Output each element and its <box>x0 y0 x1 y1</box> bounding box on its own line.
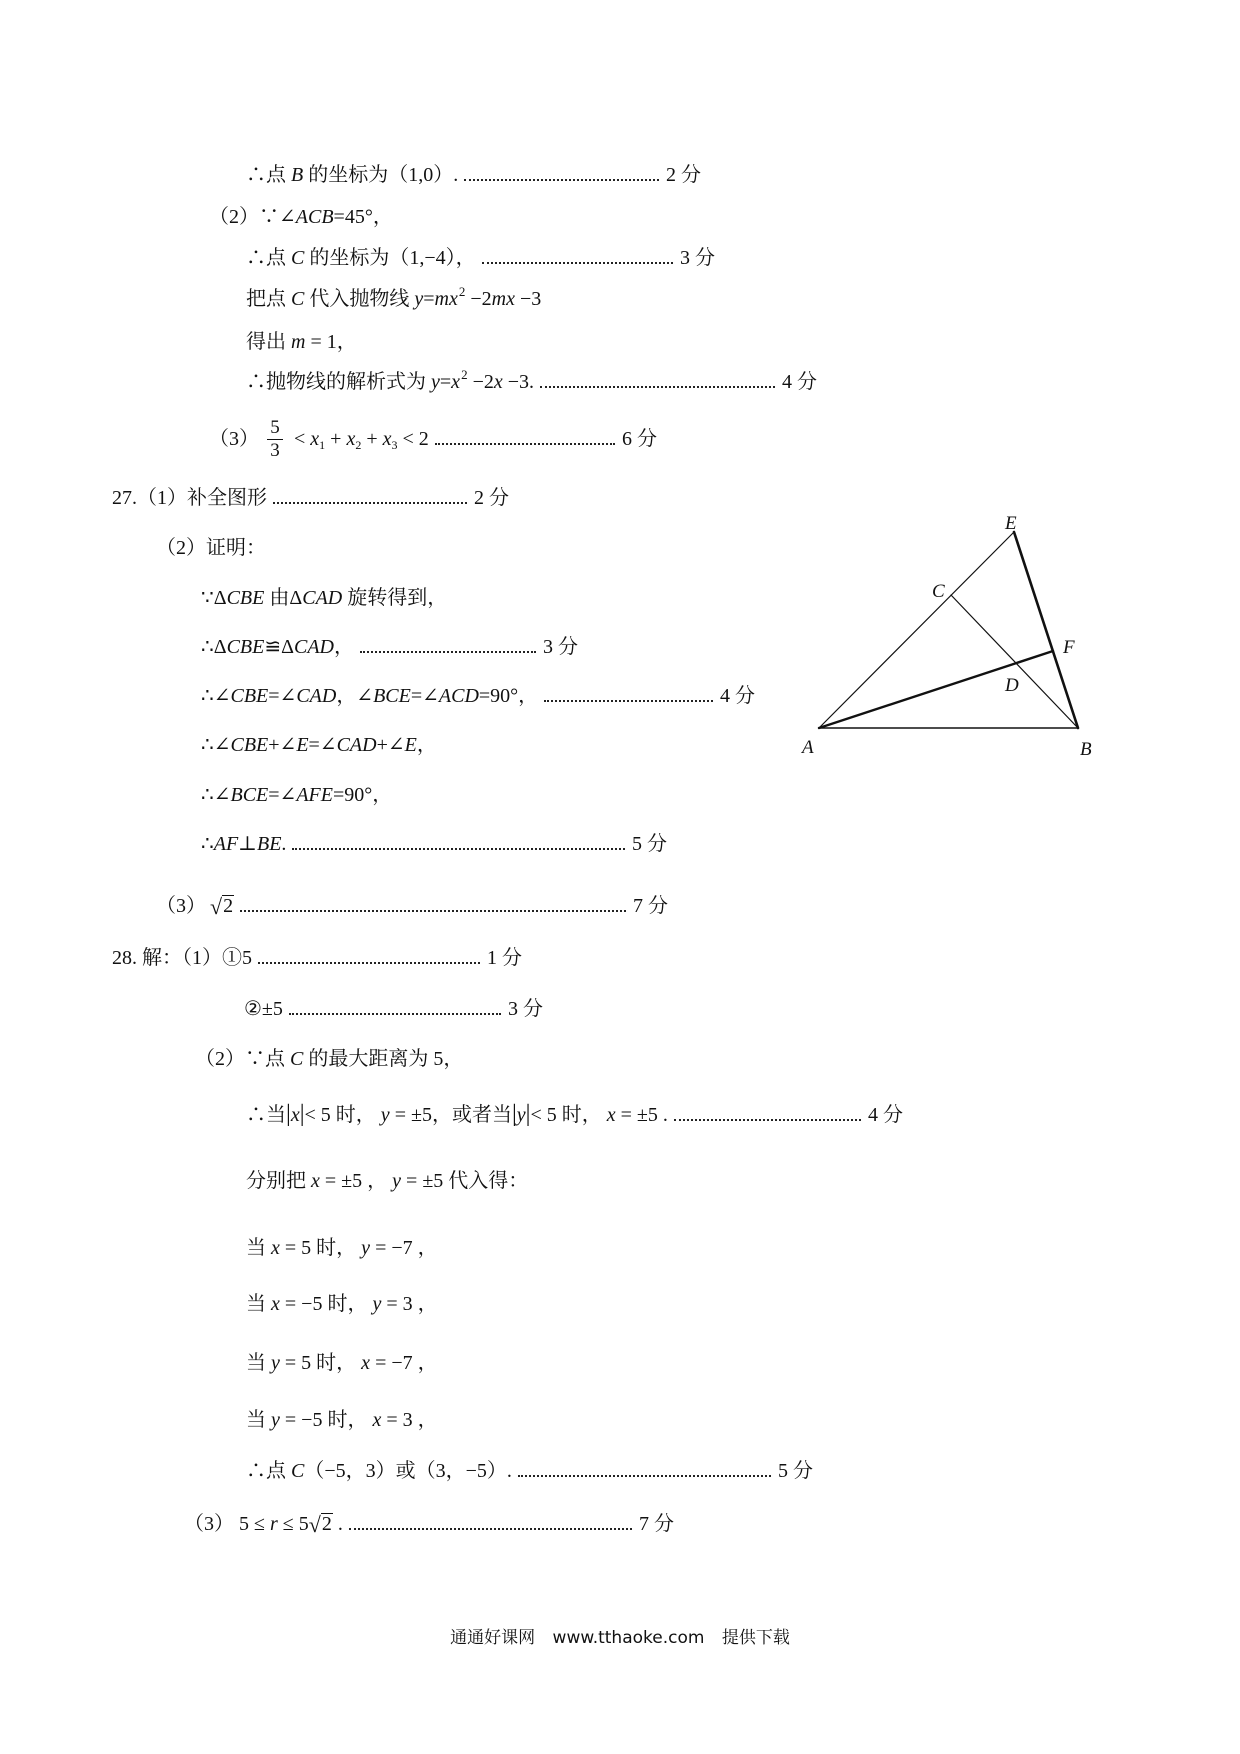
parabola-expression-line <box>246 367 817 394</box>
math-variable: B <box>291 164 304 186</box>
math-variable: x <box>451 371 461 393</box>
exponent: 2 <box>458 284 466 299</box>
point-label-a: A <box>802 737 814 758</box>
statement-text: （2）证明： <box>156 537 266 559</box>
radicand: 2 <box>321 1513 332 1535</box>
statement-text: =90°， <box>478 685 539 707</box>
statement-text: 分别把 <box>246 1170 311 1192</box>
math-variable: x <box>271 1237 280 1259</box>
statement-text: + <box>325 428 347 450</box>
square-root <box>309 1511 333 1535</box>
statement-text: （3） <box>184 1513 239 1535</box>
statement-text: 旋转得到， <box>342 587 448 609</box>
math-variable: m <box>291 331 306 353</box>
case-line-x-5 <box>246 1236 438 1260</box>
math-variable: y <box>271 1409 280 1431</box>
q28-part1-first-line <box>112 946 522 970</box>
dot-leader <box>258 962 480 964</box>
absolute-value-bar: | <box>525 1101 531 1127</box>
square-root <box>210 893 234 917</box>
math-variable: C <box>291 288 305 310</box>
statement-text: . <box>332 1513 343 1535</box>
substitution-intro-line <box>246 1169 528 1193</box>
score-label: 3 分 <box>680 247 715 269</box>
statement-text: =∠ <box>268 784 297 806</box>
math-variable: CBE <box>226 636 265 658</box>
statement-text: 5 ≤ <box>239 1513 270 1535</box>
point-c-coordinate-line <box>246 246 715 270</box>
score-label: 5 分 <box>778 1460 813 1482</box>
q27-part1-line <box>112 486 509 510</box>
math-variable: E <box>404 734 417 756</box>
radical-sign: √ <box>308 1512 321 1537</box>
exponent: 2 <box>461 367 468 382</box>
dot-leader <box>289 1013 501 1015</box>
math-variable: x <box>361 1352 371 1374</box>
dot-leader <box>464 179 659 181</box>
statement-text: + <box>361 428 383 450</box>
statement-text: = ±5，或者当 <box>389 1104 512 1126</box>
statement-text: = <box>439 371 452 393</box>
angle-equality-line <box>201 684 755 708</box>
math-variable: CBE <box>226 587 265 609</box>
math-variable: BCE <box>230 784 269 806</box>
footer-credit <box>0 1623 1240 1648</box>
case-line-x-minus-5 <box>246 1292 438 1316</box>
point-label-f: F <box>1063 637 1075 658</box>
absolute-value-bar: | <box>286 1101 291 1127</box>
statement-text: =∠ <box>308 734 337 756</box>
math-variable: AF <box>213 833 239 855</box>
statement-text: = <box>423 288 435 310</box>
dot-leader <box>482 262 673 264</box>
score-label: 3 分 <box>508 998 543 1020</box>
statement-text: ∴Δ <box>201 636 227 658</box>
right-angle-line <box>201 783 392 807</box>
math-variable: CBE <box>230 685 269 707</box>
math-variable: CAD <box>302 587 343 609</box>
math-variable: CBE <box>230 734 269 756</box>
case-line-y-5 <box>246 1351 438 1375</box>
statement-text: = 3 ， <box>381 1409 438 1431</box>
statement-text: ∴点 <box>246 247 291 269</box>
dot-leader <box>544 700 713 702</box>
segment-cb <box>951 595 1078 728</box>
statement-text: ∴点 <box>246 164 291 186</box>
math-variable: x <box>493 371 503 393</box>
statement-text: 当 <box>246 1293 271 1315</box>
score-label: 2 分 <box>474 487 509 509</box>
statement-text: ②±5 <box>244 998 283 1020</box>
angle-sum-line <box>201 733 437 757</box>
statement-text: 的坐标为（1,−4）， <box>304 247 476 269</box>
math-variable: E <box>296 734 309 756</box>
statement-text: =∠ <box>268 685 297 707</box>
statement-text: 当 <box>246 1237 271 1259</box>
dot-leader <box>518 1475 771 1477</box>
statement-text: 当 <box>246 1352 271 1374</box>
absolute-value-bar: | <box>299 1101 305 1127</box>
math-variable: x <box>606 1104 616 1126</box>
point-b-coordinate-line <box>246 163 701 187</box>
statement-text: ∴ <box>201 833 214 855</box>
statement-text: 当 <box>246 1409 271 1431</box>
solve-m-line <box>246 330 357 354</box>
statement-text: +∠ <box>376 734 405 756</box>
statement-text: ∴抛物线的解析式为 <box>246 371 431 393</box>
statement-text: （2）∵∠ <box>209 206 296 228</box>
statement-text: ∴当 <box>246 1104 286 1126</box>
score-label: 4 分 <box>782 371 817 393</box>
statement-text: = 5 时， <box>279 1237 362 1259</box>
statement-text: ⊥ <box>238 833 257 855</box>
statement-text: （−5，3）或（3，−5）. <box>304 1460 512 1482</box>
math-variable: CAD <box>296 685 337 707</box>
statement-text: ，∠ <box>336 685 374 707</box>
dot-leader <box>435 443 615 445</box>
score-label: 7 分 <box>633 895 668 917</box>
math-variable: y <box>414 288 424 310</box>
math-variable: y <box>516 1104 526 1126</box>
statement-text: =45°， <box>333 206 393 228</box>
math-variable: mx <box>434 288 458 310</box>
congruence-line <box>201 635 578 659</box>
statement-text: 27.（1）补全图形 <box>112 487 267 509</box>
math-variable: x <box>372 1409 382 1431</box>
statement-text: 得出 <box>246 331 291 353</box>
math-variable: x <box>346 428 356 450</box>
statement-text: 28. 解：（1）①5 <box>112 947 252 969</box>
dot-leader <box>674 1119 861 1121</box>
statement-text: ∵Δ <box>201 587 227 609</box>
score-label: 3 分 <box>543 636 578 658</box>
segment-eb <box>1014 532 1078 728</box>
point-label-b: B <box>1080 739 1092 760</box>
geometry-figure <box>780 500 1120 780</box>
subscript-index: 2 <box>355 438 362 452</box>
q27-part2-heading <box>156 536 266 560</box>
math-variable: x <box>382 428 392 450</box>
score-label: 4 分 <box>720 685 755 707</box>
math-variable: CAD <box>336 734 377 756</box>
math-variable: C <box>291 1460 305 1482</box>
statement-text: −3 <box>514 288 542 310</box>
statement-text: =90°， <box>332 784 393 806</box>
statement-text: −2 <box>467 371 494 393</box>
math-variable: BE <box>256 833 282 855</box>
point-label-c: C <box>932 581 945 602</box>
dot-leader <box>540 386 775 388</box>
point-label-e: E <box>1005 513 1017 534</box>
dot-leader <box>273 502 467 504</box>
math-variable: r <box>269 1513 278 1535</box>
score-label: 1 分 <box>487 947 522 969</box>
statement-text: ≌Δ <box>264 636 294 658</box>
statement-text: 把点 <box>246 288 291 310</box>
math-variable: y <box>392 1170 402 1192</box>
statement-text: = 5 时， <box>279 1352 362 1374</box>
statement-text: = ±5 ， <box>319 1170 393 1192</box>
fraction <box>267 417 283 462</box>
fraction-denominator: 3 <box>270 440 280 461</box>
dot-leader <box>349 1528 632 1530</box>
statement-text: ∴∠ <box>201 685 231 707</box>
math-variable: CAD <box>294 636 334 658</box>
download-note: 提供下载 <box>721 1628 790 1648</box>
q27-part3-answer-line <box>156 893 668 918</box>
score-label: 5 分 <box>632 833 667 855</box>
math-variable: mx <box>491 288 515 310</box>
dot-leader <box>292 848 625 850</box>
statement-text: −2 <box>465 288 492 310</box>
statement-text: = −5 时， <box>279 1293 373 1315</box>
math-variable: y <box>361 1237 371 1259</box>
point-label-d: D <box>1005 675 1019 696</box>
math-variable: y <box>380 1104 390 1126</box>
statement-text: < 5 时， <box>304 1104 381 1126</box>
math-variable: x <box>311 1170 320 1192</box>
math-variable: x <box>310 428 320 450</box>
case-condition-line <box>246 1102 903 1127</box>
q28-part1-second-line <box>244 997 543 1021</box>
statement-text: ∴∠ <box>201 784 231 806</box>
math-variable: y <box>431 371 440 393</box>
statement-text: 由Δ <box>264 587 303 609</box>
statement-text: ， <box>416 734 437 756</box>
statement-text: −3. <box>502 371 535 393</box>
statement-text: < 2 <box>397 428 429 450</box>
perpendicular-conclusion-line <box>201 832 667 856</box>
math-variable: ACB <box>295 206 334 228</box>
q28-part2-given-line <box>195 1047 463 1071</box>
statement-text: 的最大距离为 5， <box>303 1048 464 1070</box>
statement-text: < 5 时， <box>530 1104 607 1126</box>
statement-text: =∠ <box>410 685 439 707</box>
statement-text: （3） <box>209 428 259 450</box>
math-variable: C <box>290 1048 304 1070</box>
math-variable: AFE <box>296 784 333 806</box>
statement-text: = 1， <box>305 331 357 353</box>
subscript-index: 3 <box>391 438 398 452</box>
math-variable: y <box>372 1293 382 1315</box>
subscript-index: 1 <box>319 438 326 452</box>
q28-part3-answer-line <box>184 1511 674 1536</box>
dot-leader <box>240 910 626 912</box>
part2-given-angle-line <box>209 205 393 229</box>
radicand: 2 <box>223 895 234 917</box>
statement-text: ≤ 5 <box>277 1513 309 1535</box>
math-variable: y <box>271 1352 280 1374</box>
score-label: 7 分 <box>639 1513 674 1535</box>
statement-text: < <box>289 428 311 450</box>
statement-text: = −7 ， <box>370 1237 438 1259</box>
statement-text: . <box>281 833 287 855</box>
statement-text: 代入抛物线 <box>304 288 415 310</box>
score-label: 2 分 <box>666 164 701 186</box>
statement-text: ， <box>334 636 354 658</box>
score-label: 4 分 <box>868 1104 903 1126</box>
statement-text: = 3 ， <box>381 1293 438 1315</box>
part3-range-answer-line <box>209 417 657 474</box>
statement-text: +∠ <box>268 734 297 756</box>
statement-text: ∴∠ <box>201 734 231 756</box>
statement-text: 的坐标为（1,0）. <box>303 164 459 186</box>
statement-text: = −5 时， <box>279 1409 373 1431</box>
radical-sign: √ <box>210 894 223 919</box>
statement-text: = ±5 . <box>615 1104 668 1126</box>
statement-text: （3） <box>156 895 206 917</box>
point-c-result-line <box>246 1459 813 1483</box>
case-line-y-minus-5 <box>246 1408 438 1432</box>
statement-text: = ±5 代入得： <box>401 1170 529 1192</box>
site-url: www.tthaoke.com <box>552 1628 705 1648</box>
absolute-value-bar: | <box>511 1101 517 1127</box>
math-variable: x <box>290 1104 300 1126</box>
dot-leader <box>360 651 536 653</box>
fraction-numerator: 5 <box>270 417 280 438</box>
statement-text: （2）∵点 <box>195 1048 290 1070</box>
math-variable: x <box>271 1293 280 1315</box>
statement-text: ∴点 <box>246 1460 291 1482</box>
substitute-point-c-line <box>246 284 542 311</box>
site-name: 通通好课网 <box>450 1628 536 1648</box>
statement-text: = −7 ， <box>370 1352 438 1374</box>
math-variable: C <box>291 247 305 269</box>
math-variable: ACD <box>438 685 479 707</box>
rotation-given-line <box>201 586 447 610</box>
score-label: 6 分 <box>622 428 657 450</box>
math-variable: BCE <box>373 685 411 707</box>
